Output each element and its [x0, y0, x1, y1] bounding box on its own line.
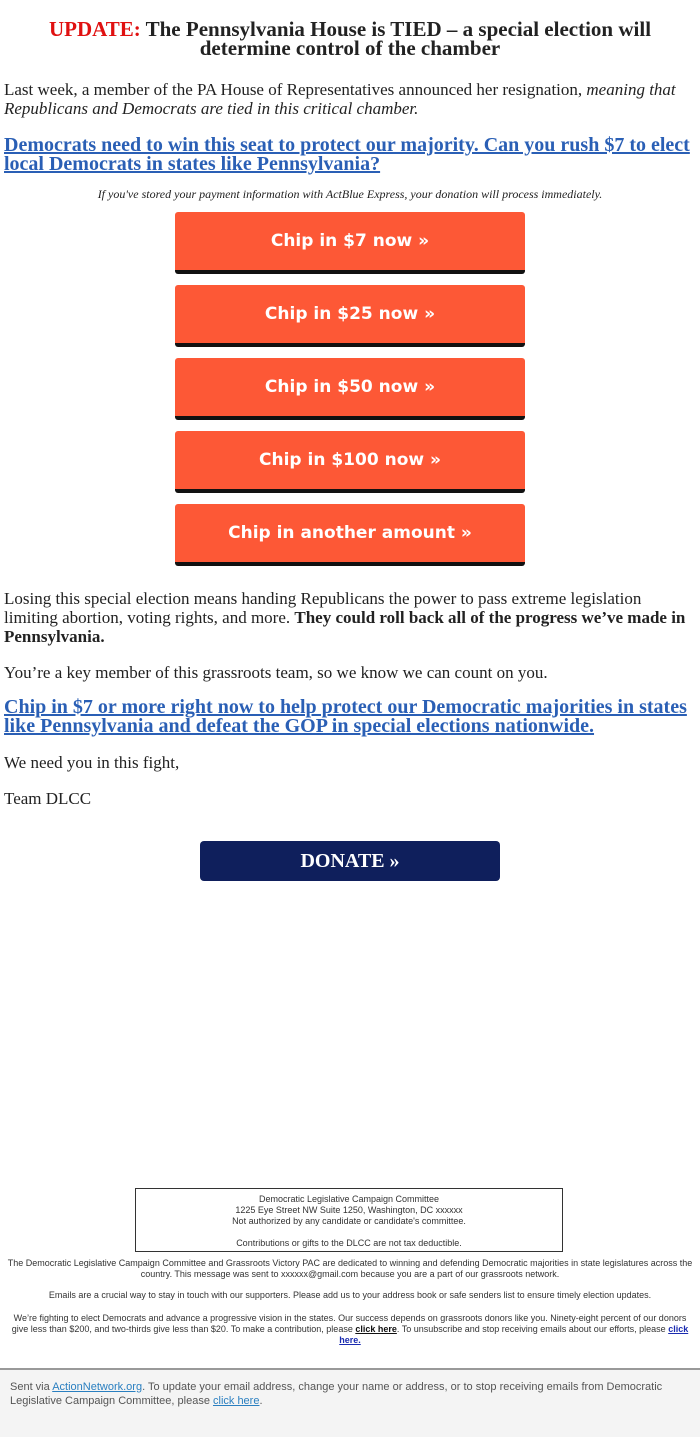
headline-text: The Pennsylvania House is TIED – a special election will determine control of the chamber: [145, 17, 652, 60]
ask-link-2[interactable]: Chip in $7 or more right now to help protect our Democratic majorities in states like Pennsylvania and defeat the GOP in special elections nationwide.: [4, 696, 687, 737]
tax-note: Contributions or gifts to the DLCC are not tax deductible.: [236, 1238, 462, 1248]
donation-buttons: [4, 212, 696, 566]
chip-in-25-button[interactable]: Chip in $25 now »: [175, 285, 525, 347]
footer-unsubscribe-text: . To unsubscribe and stop receiving emails about our efforts, please: [396, 1324, 669, 1334]
authorization-note: Not authorized by any candidate or candidate's committee.: [232, 1216, 466, 1226]
footer-donors-text: We’re fighting to elect Democrats and advance a progressive vision in the states. Our success depends on grassroots donors like you. Ninety-eight percent of our donors give less than $200, and two-thirds give less than $20. To make a contribution, please: [11, 1313, 687, 1334]
headline: [4, 0, 696, 58]
intro-italic: meaning that Republicans and Democrats are tied in this critical chamber.: [4, 80, 676, 118]
footer-donors: [6, 1313, 694, 1346]
donate-button[interactable]: DONATE »: [200, 841, 500, 881]
signoff: Team DLCC: [4, 789, 92, 808]
org-address: 1225 Eye Street NW Suite 1250, Washington, DC xxxxxx: [235, 1205, 463, 1215]
chip-in-100-button[interactable]: Chip in $100 now »: [175, 431, 525, 493]
express-note: If you've stored your payment information with ActBlue Express, your donation will process immediately.: [97, 187, 603, 201]
footer-mission: The Democratic Legislative Campaign Committee and Grassroots Victory PAC are dedicated to winning and defending Democratic majorities in state legislatures across the country. This message was sent to xxxxxx@gmail.com because you are a part of our grassroots network.: [7, 1258, 693, 1279]
chip-in-50-button[interactable]: Chip in $50 now »: [175, 358, 525, 420]
contribute-link[interactable]: click here: [355, 1324, 397, 1334]
losing-paragraph: [4, 589, 696, 646]
chip-in-7-button[interactable]: Chip in $7 now »: [175, 212, 525, 274]
update-preferences-link[interactable]: click here: [213, 1395, 260, 1407]
actionnetwork-link[interactable]: ActionNetwork.org: [52, 1381, 143, 1393]
footer-address-book: Emails are a crucial way to stay in touch with our supporters. Please add us to your address book or safe senders list to ensure timely election updates.: [48, 1290, 652, 1300]
losing-text: Losing this special election means handing Republicans the power to pass extreme legislation limiting abortion, voting rights, and more.: [4, 589, 642, 627]
ask-link-1[interactable]: Democrats need to win this seat to protect our majority. Can you rush $7 to elect local Democrats in states like Pennsylvania?: [4, 134, 690, 175]
update-label: UPDATE:: [48, 17, 141, 41]
losing-bold: They could roll back all of the progress we’ve made in Pennsylvania.: [4, 608, 686, 646]
org-name: Democratic Legislative Campaign Committee: [258, 1194, 440, 1204]
fight-paragraph: We need you in this fight,: [4, 753, 180, 772]
intro-paragraph: [4, 80, 696, 118]
chip-in-other-button[interactable]: Chip in another amount »: [175, 504, 525, 566]
key-member-paragraph: You’re a key member of this grassroots team, so we know we can count on you.: [4, 663, 548, 682]
unsubscribe-link[interactable]: click here.: [339, 1324, 689, 1345]
sent-middle: . To update your email address, change your name or address, or to stop receiving emails from Democratic Legislative Campaign Committee, please: [10, 1381, 663, 1407]
sent-prefix: Sent via: [10, 1381, 53, 1393]
intro-text: Last week, a member of the PA House of Representatives announced her resignation,: [4, 80, 587, 99]
sent-via-bar: [0, 1368, 700, 1437]
address-box: [135, 1188, 563, 1252]
sent-suffix: .: [259, 1395, 263, 1407]
